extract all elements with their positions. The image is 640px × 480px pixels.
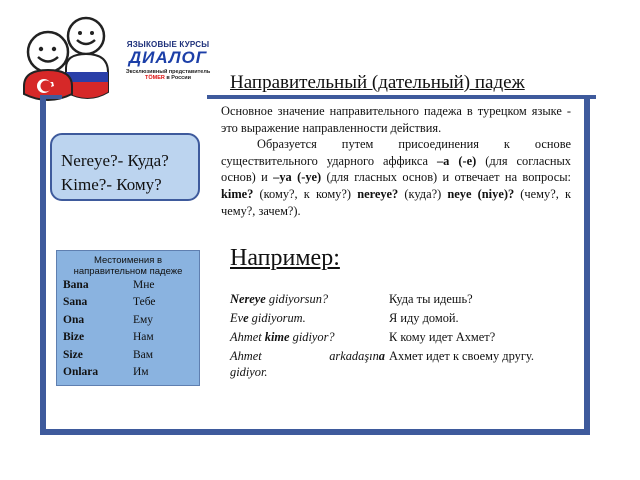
question-kime: Kime?- Кому? [61, 175, 162, 194]
pronoun-turkish: Onlara [63, 366, 99, 379]
example-title: Например: [230, 245, 340, 271]
example-text: gidiyorsun? [265, 292, 329, 306]
desc-text: (чему?, к чему?, зачем?). [221, 186, 571, 218]
desc-text: (для гласных основ) и отвечает на вопросы: [321, 170, 571, 185]
desc-kime: kime? [221, 186, 254, 201]
example-highlight: Nereye [230, 292, 266, 306]
example-text: gidiyor. [230, 365, 268, 379]
example-turkish [230, 329, 385, 345]
frame-top-left-segment [40, 95, 62, 99]
example-highlight: e [243, 311, 249, 325]
desc-affix-a: –a (-e) [436, 153, 477, 168]
example-turkish [230, 291, 385, 307]
page-title: Направительный (дательный) падеж [230, 72, 525, 93]
pronoun-turkish: Sana [63, 296, 88, 309]
pronoun-turkish: Size [63, 348, 83, 361]
pronoun-row [57, 294, 199, 311]
desc-neye: neye (niye)? [447, 186, 515, 201]
brand-subline-2 [118, 75, 218, 81]
desc-text: (для согласных основ) и [221, 153, 571, 185]
example-russian: К кому идет Ахмет? [389, 330, 496, 344]
example-word [329, 348, 385, 364]
desc-text: (кому?, к кому?) [253, 186, 358, 201]
example-text: gidiyor? [289, 330, 335, 344]
example-russian: Ахмет идет к своему другу. [389, 349, 534, 363]
question-box [50, 133, 200, 201]
example-text: Ahmet [230, 330, 265, 344]
brand-location: в России [164, 75, 191, 81]
desc-nereye: nereye? [357, 186, 399, 201]
example-text: gidiyorum. [248, 311, 306, 325]
pronoun-row [57, 312, 199, 329]
example-highlight: a [378, 349, 385, 363]
pronoun-turkish: Bize [63, 331, 85, 344]
pronoun-russian: Им [133, 366, 149, 379]
brand-tagline: ЯЗЫКОВЫЕ КУРСЫ [126, 40, 210, 49]
pronoun-russian: Нам [133, 331, 154, 344]
pronoun-row [57, 329, 199, 346]
brand-subline-1: Эксклюзивный представитель [125, 69, 211, 75]
pronoun-turkish: Bana [63, 279, 89, 291]
description [221, 103, 571, 219]
pronoun-russian: Ему [133, 313, 154, 326]
example-turkish [230, 310, 385, 326]
logo-mascots [18, 14, 118, 106]
pronoun-russian: Мне [133, 279, 155, 291]
example-text: Ev [230, 311, 244, 325]
example-turkish [230, 348, 385, 380]
pronoun-row [57, 277, 199, 294]
desc-text: Образуется путем присоединения к основе существительного ударного аффикса [221, 137, 571, 168]
pronoun-row [57, 364, 199, 381]
pronoun-table [56, 250, 200, 386]
pronoun-row [57, 347, 199, 364]
pronoun-russian: Тебе [133, 296, 156, 309]
pronoun-table-header: Местоимения в направительном падеже [73, 255, 183, 277]
example-highlight: kime [264, 330, 290, 344]
example-text: Ahmet [230, 349, 262, 363]
pronoun-russian: Вам [133, 348, 154, 361]
description-paragraph-1: Основное значение направительного падежа в турецком языке - это выражение направленности действия. [221, 104, 571, 135]
brand-name: ДИАЛОГ [128, 48, 208, 67]
example-text: arkadaşın [329, 349, 379, 363]
brand-block [118, 40, 218, 81]
example-russian: Куда ты идешь? [389, 292, 473, 306]
frame-top-segment [207, 95, 596, 99]
desc-affix-ya: –ya (-ye) [273, 170, 322, 185]
example-line [230, 348, 385, 364]
question-nereye: Nereye?- Куда? [61, 151, 169, 170]
description-paragraph-2 [221, 136, 571, 219]
desc-text: (куда?) [398, 186, 448, 201]
example-russian: Я иду домой. [389, 311, 459, 325]
brand-tomer: TÖMER [144, 75, 165, 81]
pronoun-turkish: Ona [63, 313, 85, 326]
